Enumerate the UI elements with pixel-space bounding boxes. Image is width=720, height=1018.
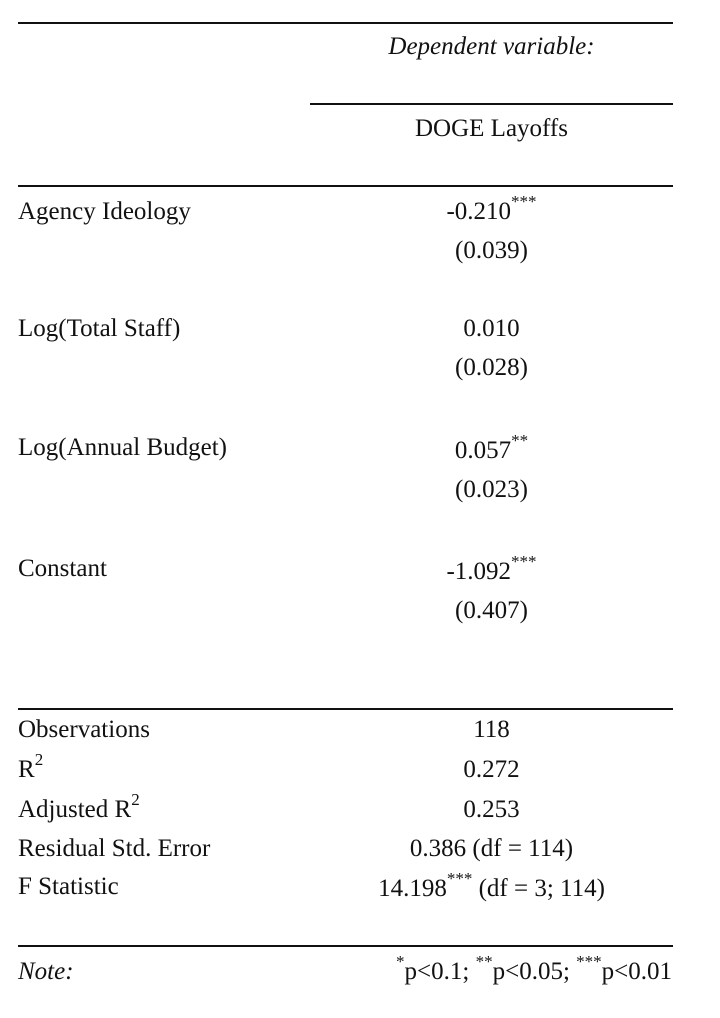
coef-se-log-total-staff: (0.028) bbox=[455, 354, 528, 381]
note-significance-legend bbox=[396, 951, 672, 985]
r2-label-superscript: 2 bbox=[34, 749, 44, 769]
stat-label-f-statistic: F Statistic bbox=[18, 873, 119, 900]
note-star-2: ** bbox=[475, 951, 493, 971]
stat-value-f-statistic bbox=[310, 868, 673, 902]
r2-label-text: R bbox=[18, 756, 35, 783]
coef-estimate-log-annual-budget bbox=[310, 430, 673, 464]
coef-se-constant: (0.407) bbox=[455, 597, 528, 624]
coef-label-log-total-staff: Log(Total Staff) bbox=[18, 315, 181, 342]
f-statistic-df: (df = 3; 114) bbox=[472, 875, 605, 902]
stat-value-r2: 0.272 bbox=[463, 756, 520, 783]
note-threshold-1: p<0.1; bbox=[404, 958, 476, 985]
coef-estimate-log-total-staff bbox=[310, 316, 673, 341]
coef-se-agency-ideology: (0.039) bbox=[455, 237, 528, 264]
estimate-value: 0.057 bbox=[454, 437, 512, 464]
dependent-variable-name: DOGE Layoffs bbox=[415, 115, 568, 142]
adj-r2-label-superscript: 2 bbox=[131, 789, 140, 809]
coef-estimate-agency-ideology bbox=[310, 191, 673, 225]
f-statistic-value: 14.198 bbox=[378, 875, 447, 902]
top-rule bbox=[18, 22, 673, 24]
stat-value-observations: 118 bbox=[473, 716, 510, 743]
coef-se-log-annual-budget: (0.023) bbox=[455, 476, 528, 503]
note-threshold-3: p<0.01 bbox=[601, 958, 672, 985]
stats-top-rule bbox=[18, 708, 673, 710]
stat-label-adjusted-r2 bbox=[18, 789, 140, 823]
note-label: Note: bbox=[18, 958, 74, 985]
estimate-value: 0.010 bbox=[463, 315, 520, 342]
estimate-value: -0.210 bbox=[446, 198, 512, 225]
header-bottom-rule bbox=[18, 185, 673, 187]
significance-stars: *** bbox=[446, 868, 473, 888]
dependent-variable-rule bbox=[310, 103, 673, 105]
stat-label-r2 bbox=[18, 749, 44, 783]
note-star-3: *** bbox=[576, 951, 602, 971]
note-star-1: * bbox=[396, 951, 405, 971]
adj-r2-label-text: Adjusted R bbox=[18, 796, 132, 823]
significance-stars: *** bbox=[511, 191, 537, 211]
dependent-variable-label: Dependent variable: bbox=[388, 33, 595, 60]
significance-stars: ** bbox=[511, 430, 529, 450]
stat-value-adjusted-r2: 0.253 bbox=[463, 796, 520, 823]
coef-estimate-constant bbox=[310, 551, 673, 585]
coef-label-constant: Constant bbox=[18, 555, 107, 582]
stat-label-observations: Observations bbox=[18, 716, 150, 743]
note-threshold-2: p<0.05; bbox=[492, 958, 577, 985]
stat-label-residual-std-error: Residual Std. Error bbox=[18, 835, 211, 862]
note-top-rule bbox=[18, 945, 673, 947]
estimate-value: -1.092 bbox=[446, 558, 512, 585]
stat-value-residual-std-error: 0.386 (df = 114) bbox=[409, 835, 574, 862]
significance-stars: *** bbox=[511, 551, 537, 571]
coef-label-log-annual-budget: Log(Annual Budget) bbox=[18, 434, 227, 461]
coef-label-agency-ideology: Agency Ideology bbox=[18, 198, 191, 225]
